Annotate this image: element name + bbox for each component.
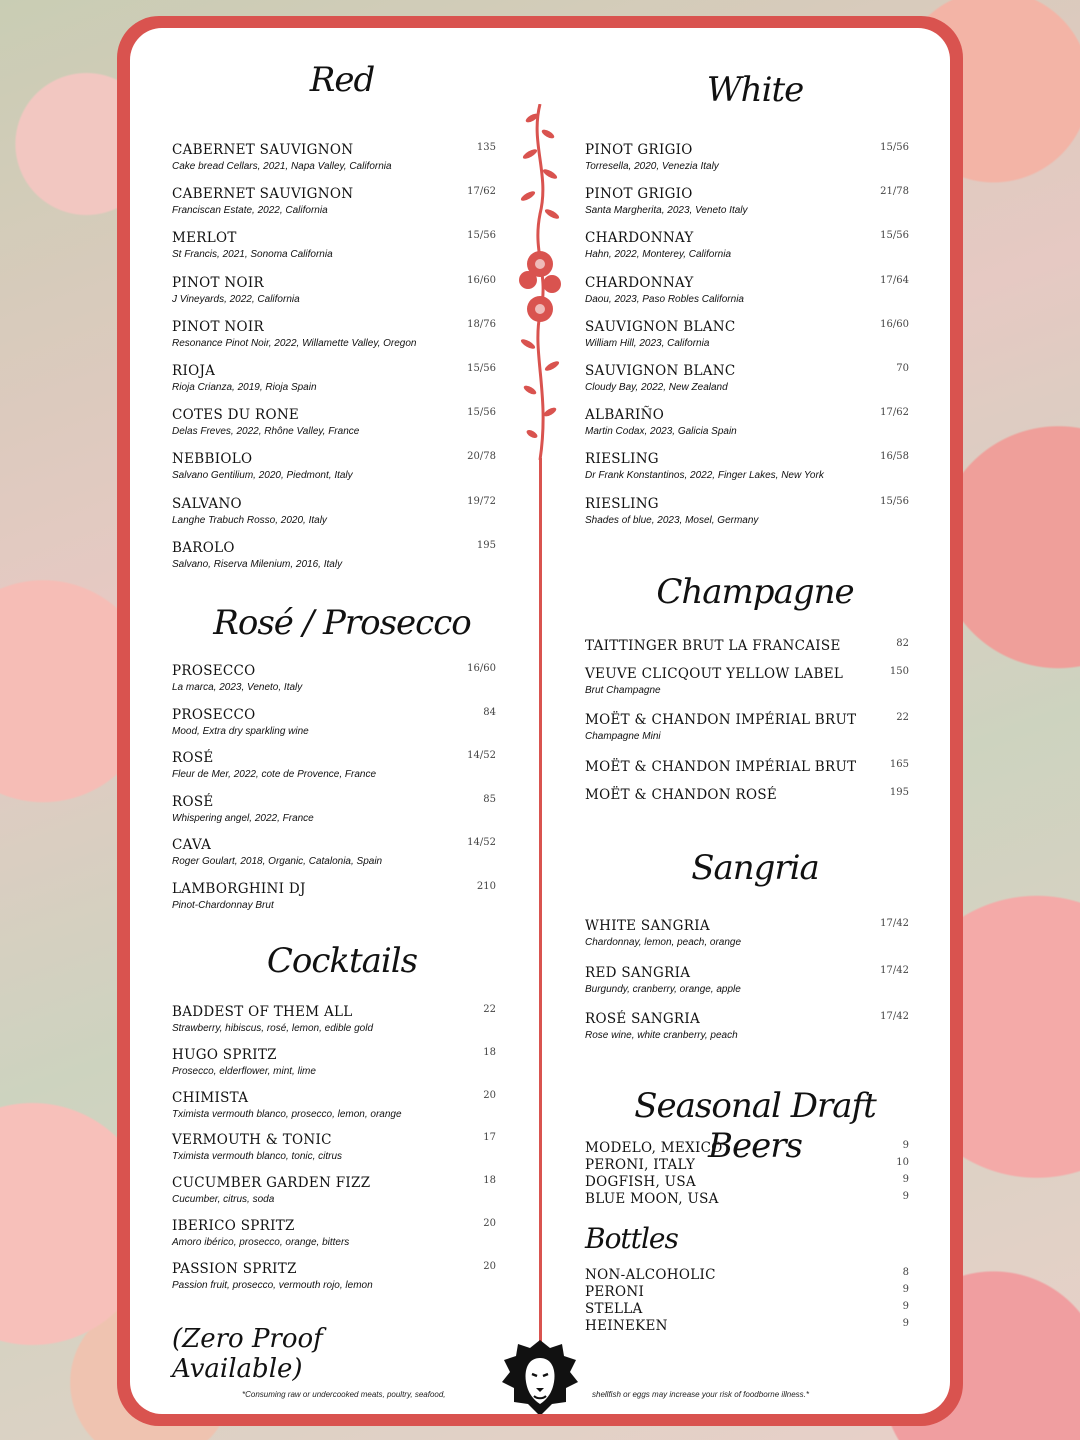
menu-item [172,540,496,571]
menu-item [585,1301,909,1317]
item-description: Cake bread Cellars, 2021, Napa Valley, California [172,161,392,172]
menu-item [172,750,496,781]
item-price: 16/58 [880,451,909,463]
item-price: 195 [476,539,496,551]
section-title-white: White [706,70,804,110]
item-name: PERONI, ITALY [585,1157,696,1173]
item-price: 16/60 [880,318,909,330]
item-description: Fleur de Mer, 2022, cote de Provence, France [172,769,376,781]
item-description: Resonance Pinot Noir, 2022, Willamette Valley, Oregon [172,337,417,349]
item-name: RIESLING [585,451,659,468]
item-name: NEBBIOLO [172,451,253,468]
section-title-champagne: Champagne [656,572,854,612]
item-name: VEUVE CLICQOUT YELLOW LABEL [585,666,844,682]
item-name: MOËT & CHANDON IMPÉRIAL BRUT [585,759,857,775]
item-description: Roger Goulart, 2018, Organic, Catalonia, Spain [172,856,383,868]
item-price: 70 [896,363,909,374]
menu-item [172,230,496,261]
menu-item [585,451,909,482]
item-description: Rose wine, white cranberry, peach [585,1030,738,1042]
item-description: Santa Margherita, 2023, Veneto Italy [585,205,748,217]
item-price: 17/62 [880,407,909,419]
item-price: 10 [896,1157,909,1168]
item-name: CAVA [172,837,212,854]
menu-item [172,142,496,173]
menu-item [172,407,496,438]
item-price: 22 [896,712,909,723]
item-description: Rioja Crianza, 2019, Rioja Spain [172,382,317,393]
menu-item [585,638,909,654]
item-description: Strawberry, hibiscus, rosé, lemon, edible gold [172,1023,374,1034]
item-price: 18 [483,1046,496,1058]
lion-logo-icon [500,1338,580,1414]
item-name: MOËT & CHANDON ROSÉ [585,787,778,803]
section-title-cocktails: Cocktails [266,941,418,981]
menu-item [172,1132,496,1163]
menu-item [585,142,909,173]
item-name: STELLA [585,1301,643,1317]
item-price: 15/56 [880,230,909,242]
item-price: 21/78 [880,186,909,198]
item-name: CUCUMBER GARDEN FIZZ [172,1175,371,1192]
item-name: ROSÉ [172,750,214,767]
item-description: Martin Codax, 2023, Galicia Spain [585,426,737,438]
menu-item [585,275,909,306]
item-name: BLUE MOON, USA [585,1191,719,1207]
item-price: 210 [476,881,496,892]
item-price: 17 [483,1132,496,1144]
item-name: TAITTINGER BRUT LA FRANCAISE [585,638,841,654]
menu-item [172,1004,496,1035]
item-price: 20 [483,1218,496,1229]
menu-item [172,319,496,350]
item-price: 15/56 [467,407,496,419]
item-name: BADDEST OF THEM ALL [172,1004,353,1020]
item-name: PINOT GRIGIO [585,186,693,203]
item-name: RIOJA [172,363,216,379]
item-name: PINOT NOIR [172,318,264,335]
item-price: 85 [483,793,496,805]
menu-item [585,407,909,438]
item-name: PINOT GRIGIO [585,142,693,158]
menu-item [172,275,496,306]
item-price: 20 [483,1260,496,1272]
item-description: Pinot-Chardonnay Brut [172,900,274,911]
item-name: COTES DU RONE [172,407,300,424]
item-price: 17/42 [880,1011,909,1023]
item-description: Mood, Extra dry sparkling wine [172,725,309,737]
menu-item [585,1318,909,1334]
item-name: IBERICO SPRITZ [172,1218,295,1234]
item-price: 14/52 [467,750,496,762]
item-name: CHARDONNAY [585,274,694,291]
menu-item [585,787,909,803]
item-price: 15/56 [467,230,496,242]
menu-item [172,707,496,738]
item-description: Tximista vermouth blanco, tonic, citrus [172,1151,343,1163]
item-price: 17/42 [880,964,909,976]
menu-item [585,759,909,775]
item-price: 17/64 [880,274,909,286]
menu-item [585,496,909,527]
item-description: Burgundy, cranberry, orange, apple [585,983,741,995]
footnote-left: *Consuming raw or undercooked meats, poultry, seafood, [242,1390,446,1399]
menu-item [585,1011,909,1042]
item-description: Cloudy Bay, 2022, New Zealand [585,382,728,393]
item-price: 18 [483,1175,496,1187]
item-name: ROSÉ SANGRIA [585,1011,701,1028]
item-name: MERLOT [172,230,237,247]
item-description: Dr Frank Konstantinos, 2022, Finger Lakes, New York [585,470,824,482]
item-price: 9 [902,1174,909,1185]
item-name: CABERNET SAUVIGNON [172,186,354,203]
menu-item [585,1157,909,1173]
item-price: 150 [889,666,909,677]
item-description: Franciscan Estate, 2022, California [172,205,328,217]
section-title-beers: Seasonal Draft Beers [634,1086,876,1166]
menu-item [585,1267,909,1283]
menu-item [585,712,909,743]
menu-item [585,965,909,996]
menu-item [172,1047,496,1078]
item-price: 15/56 [467,363,496,374]
menu-item [585,1284,909,1300]
section-title-red: Red [309,60,375,100]
item-name: ROSÉ [172,793,214,810]
menu-item [585,1140,909,1156]
item-name: LAMBORGHINI DJ [172,881,306,897]
item-description: Prosecco, elderflower, mint, lime [172,1065,316,1077]
item-name: RIESLING [585,495,659,512]
item-name: VERMOUTH & TONIC [172,1132,332,1149]
item-price: 9 [902,1284,909,1295]
item-name: SAUVIGNON BLANC [585,318,736,335]
item-price: 82 [896,638,909,649]
item-price: 16/60 [467,663,496,674]
menu-item [585,230,909,261]
menu-item [585,363,909,394]
item-description: Cucumber, citrus, soda [172,1194,275,1206]
item-description: Whispering angel, 2022, France [172,812,314,824]
item-price: 17/42 [880,918,909,929]
item-price: 165 [889,759,909,770]
item-price: 84 [483,706,496,718]
menu-item [172,1261,496,1292]
menu-item [172,451,496,482]
item-description: Passion fruit, prosecco, vermouth rojo, lemon [172,1279,373,1291]
item-description: William Hill, 2023, California [585,337,710,349]
item-price: 9 [902,1318,909,1329]
item-price: 8 [902,1267,909,1278]
item-price: 19/72 [467,495,496,507]
item-description: Langhe Trabuch Rosso, 2020, Italy [172,514,327,526]
item-price: 195 [889,787,909,798]
item-description: Torresella, 2020, Venezia Italy [585,161,719,172]
item-price: 20/78 [467,451,496,463]
menu-item [172,363,496,394]
item-description: Salvano Gentilium, 2020, Piedmont, Italy [172,470,353,482]
item-name: CHIMISTA [172,1089,249,1106]
item-name: PERONI [585,1284,645,1300]
menu-item [172,1218,496,1249]
center-divider [539,458,542,1358]
item-name: DOGFISH, USA [585,1174,696,1190]
item-description: Hahn, 2022, Monterey, California [585,249,732,261]
item-price: 22 [483,1004,496,1015]
item-name: PROSECCO [172,706,256,723]
item-price: 9 [902,1301,909,1312]
item-description: Champagne Mini [585,731,661,742]
item-price: 17/62 [467,186,496,198]
menu-item [585,666,909,697]
menu-card [130,28,950,1414]
section-title-sangria: Sangria [691,848,819,888]
item-description: Tximista vermouth blanco, prosecco, lemon, orange [172,1108,402,1120]
item-name: SAUVIGNON BLANC [585,363,736,379]
menu-item [172,837,496,868]
item-name: SALVANO [172,495,242,512]
item-price: 135 [476,142,496,153]
item-description: Salvano, Riserva Milenium, 2016, Italy [172,558,343,570]
item-name: HEINEKEN [585,1318,668,1334]
item-name: CHARDONNAY [585,230,694,247]
section-title-bottles: Bottles [585,1222,678,1255]
item-description: La marca, 2023, Veneto, Italy [172,682,303,693]
menu-item [585,186,909,217]
item-name: BAROLO [172,539,235,556]
item-description: Amoro ibérico, prosecco, orange, bitters [172,1237,350,1248]
menu-item [585,918,909,949]
item-price: 18/76 [467,318,496,330]
item-name: HUGO SPRITZ [172,1046,277,1063]
item-description: St Francis, 2021, Sonoma California [172,249,333,261]
item-price: 16/60 [467,274,496,286]
item-description: Daou, 2023, Paso Robles California [585,293,744,305]
menu-item [172,186,496,217]
item-description: Delas Freves, 2022, Rhône Valley, France [172,426,360,438]
menu-item [172,496,496,527]
zero-proof-note: (Zero Proof Available) [172,1324,323,1384]
menu-item [585,319,909,350]
item-description: Chardonnay, lemon, peach, orange [585,937,742,948]
menu-item [585,1191,909,1207]
item-price: 15/56 [880,495,909,507]
item-price: 15/56 [880,142,909,153]
menu-item [172,1090,496,1121]
menu-item [172,1175,496,1206]
item-description: J Vineyards, 2022, California [172,293,300,305]
item-name: WHITE SANGRIA [585,918,710,934]
item-description: Shades of blue, 2023, Mosel, Germany [585,514,759,526]
menu-item [172,881,496,912]
item-name: PASSION SPRITZ [172,1260,297,1277]
item-name: PROSECCO [172,663,256,679]
item-price: 14/52 [467,837,496,849]
item-name: MOËT & CHANDON IMPÉRIAL BRUT [585,712,857,728]
item-price: 20 [483,1089,496,1101]
item-price: 9 [902,1191,909,1202]
footnote-right: shellfish or eggs may increase your risk of foodborne illness.* [592,1390,809,1399]
item-name: PINOT NOIR [172,274,264,291]
item-name: CABERNET SAUVIGNON [172,142,354,158]
item-name: ALBARIÑO [585,407,665,424]
item-name: RED SANGRIA [585,964,691,981]
item-name: MODELO, MEXICO [585,1140,723,1156]
section-title-rose: Rosé / Prosecco [213,603,471,643]
menu-item [585,1174,909,1190]
menu-item [172,794,496,825]
rose-vine-icon [510,104,570,460]
item-name: NON-ALCOHOLIC [585,1267,716,1283]
item-description: Brut Champagne [585,685,661,696]
item-price: 9 [902,1140,909,1151]
menu-item [172,663,496,694]
